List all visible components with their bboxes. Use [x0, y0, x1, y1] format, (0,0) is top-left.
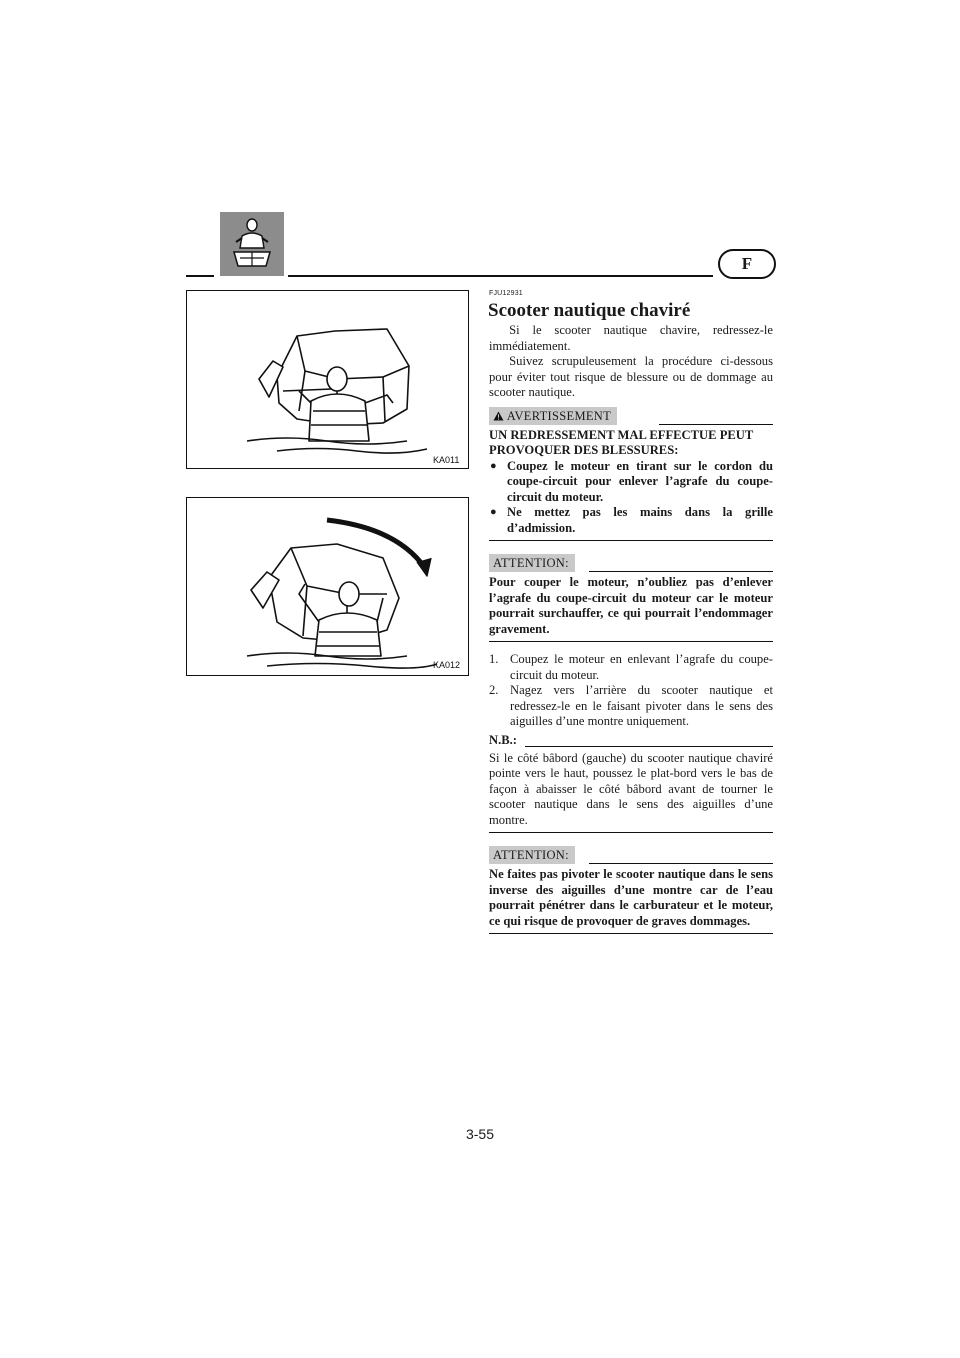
attention2-header	[489, 845, 773, 867]
warning-heading: UN REDRESSEMENT MAL EFFECTUE PEUT PROVOQUER DES BLESSURES:	[489, 427, 754, 457]
header-rule-left	[186, 275, 214, 277]
header-rule-right	[288, 275, 713, 277]
note-text: Si le côté bâbord (gauche) du scooter nautique chaviré pointe vers le haut, poussez le plat-bord vers le bas de façon à abaisser le côté bâbord avant de tourner le scooter nautique dans le sens des aiguilles d’une montre.	[489, 750, 773, 827]
warning-triangle-icon	[493, 409, 507, 423]
warning-item: ● Coupez le moteur en tirant sur le cordon du coupe-circuit pour enlever l’agrafe du coupe-circuit du moteur.	[489, 459, 773, 506]
attention-text: Pour couper le moteur, n’oubliez pas d’enlever l’agrafe du coupe-circuit du moteur car le moteur pourrait surchauffer, ce qui pourrait l’endommager gravement.	[489, 575, 773, 636]
intro-paragraph-2: Suivez scrupuleusement la procédure ci-dessous pour éviter tout risque de blessure ou de dommage au scooter nautique.	[489, 354, 773, 399]
watercraft-rider-icon	[220, 212, 284, 276]
step-item: 1. Coupez le moteur en enlevant l’agrafe du coupe-circuit du moteur.	[489, 652, 773, 682]
svg-text:KA011: KA011	[433, 455, 460, 465]
procedure-steps	[489, 652, 773, 730]
capsized-watercraft-illustration	[187, 291, 470, 470]
attention2-text: Ne faites pas pivoter le scooter nautique dans le sens inverse des aiguilles d’une montre car de l’eau pourrait pénétrer dans le carburateur et le moteur, ce qui risque de provoquer de graves dommages.	[489, 867, 773, 928]
attention2-rule	[589, 863, 773, 864]
warning-end-rule	[489, 540, 773, 541]
note-header	[489, 733, 773, 751]
figure-capsized-watercraft	[186, 290, 469, 469]
note-label: N.B.:	[489, 732, 517, 747]
page-number: 3-55	[465, 1126, 495, 1142]
section-code: FJU12931	[489, 290, 523, 297]
warning-list	[489, 459, 773, 537]
attention-header	[489, 553, 773, 575]
content-column	[489, 323, 773, 934]
note-rule	[525, 746, 773, 747]
attention-end-rule	[489, 641, 773, 642]
note-end-rule	[489, 832, 773, 833]
attention2-end-rule	[489, 933, 773, 934]
righting-watercraft-illustration	[187, 498, 470, 677]
attention2-badge: ATTENTION:	[489, 846, 575, 864]
step-item: 2. Nagez vers l’arrière du scooter nautique et redressez-le en le faisant pivoter dans le sens des aiguilles d’une montre uniquement.	[489, 683, 773, 728]
figure-righting-watercraft	[186, 497, 469, 676]
warning-rule	[659, 424, 773, 425]
language-badge: F	[718, 249, 776, 279]
intro-paragraph-1: Si le scooter nautique chavire, redressez-le immédiatement.	[489, 323, 773, 353]
attention-badge: ATTENTION:	[489, 554, 575, 572]
warning-badge	[489, 407, 617, 425]
attention-rule	[589, 571, 773, 572]
warning-header	[489, 406, 773, 428]
svg-text:KA012: KA012	[433, 660, 461, 670]
warning-item: ● Ne mettez pas les mains dans la grille d’admission.	[489, 505, 773, 536]
section-title: Scooter nautique chaviré	[488, 300, 691, 321]
warning-label: AVERTISSEMENT	[506, 408, 612, 423]
